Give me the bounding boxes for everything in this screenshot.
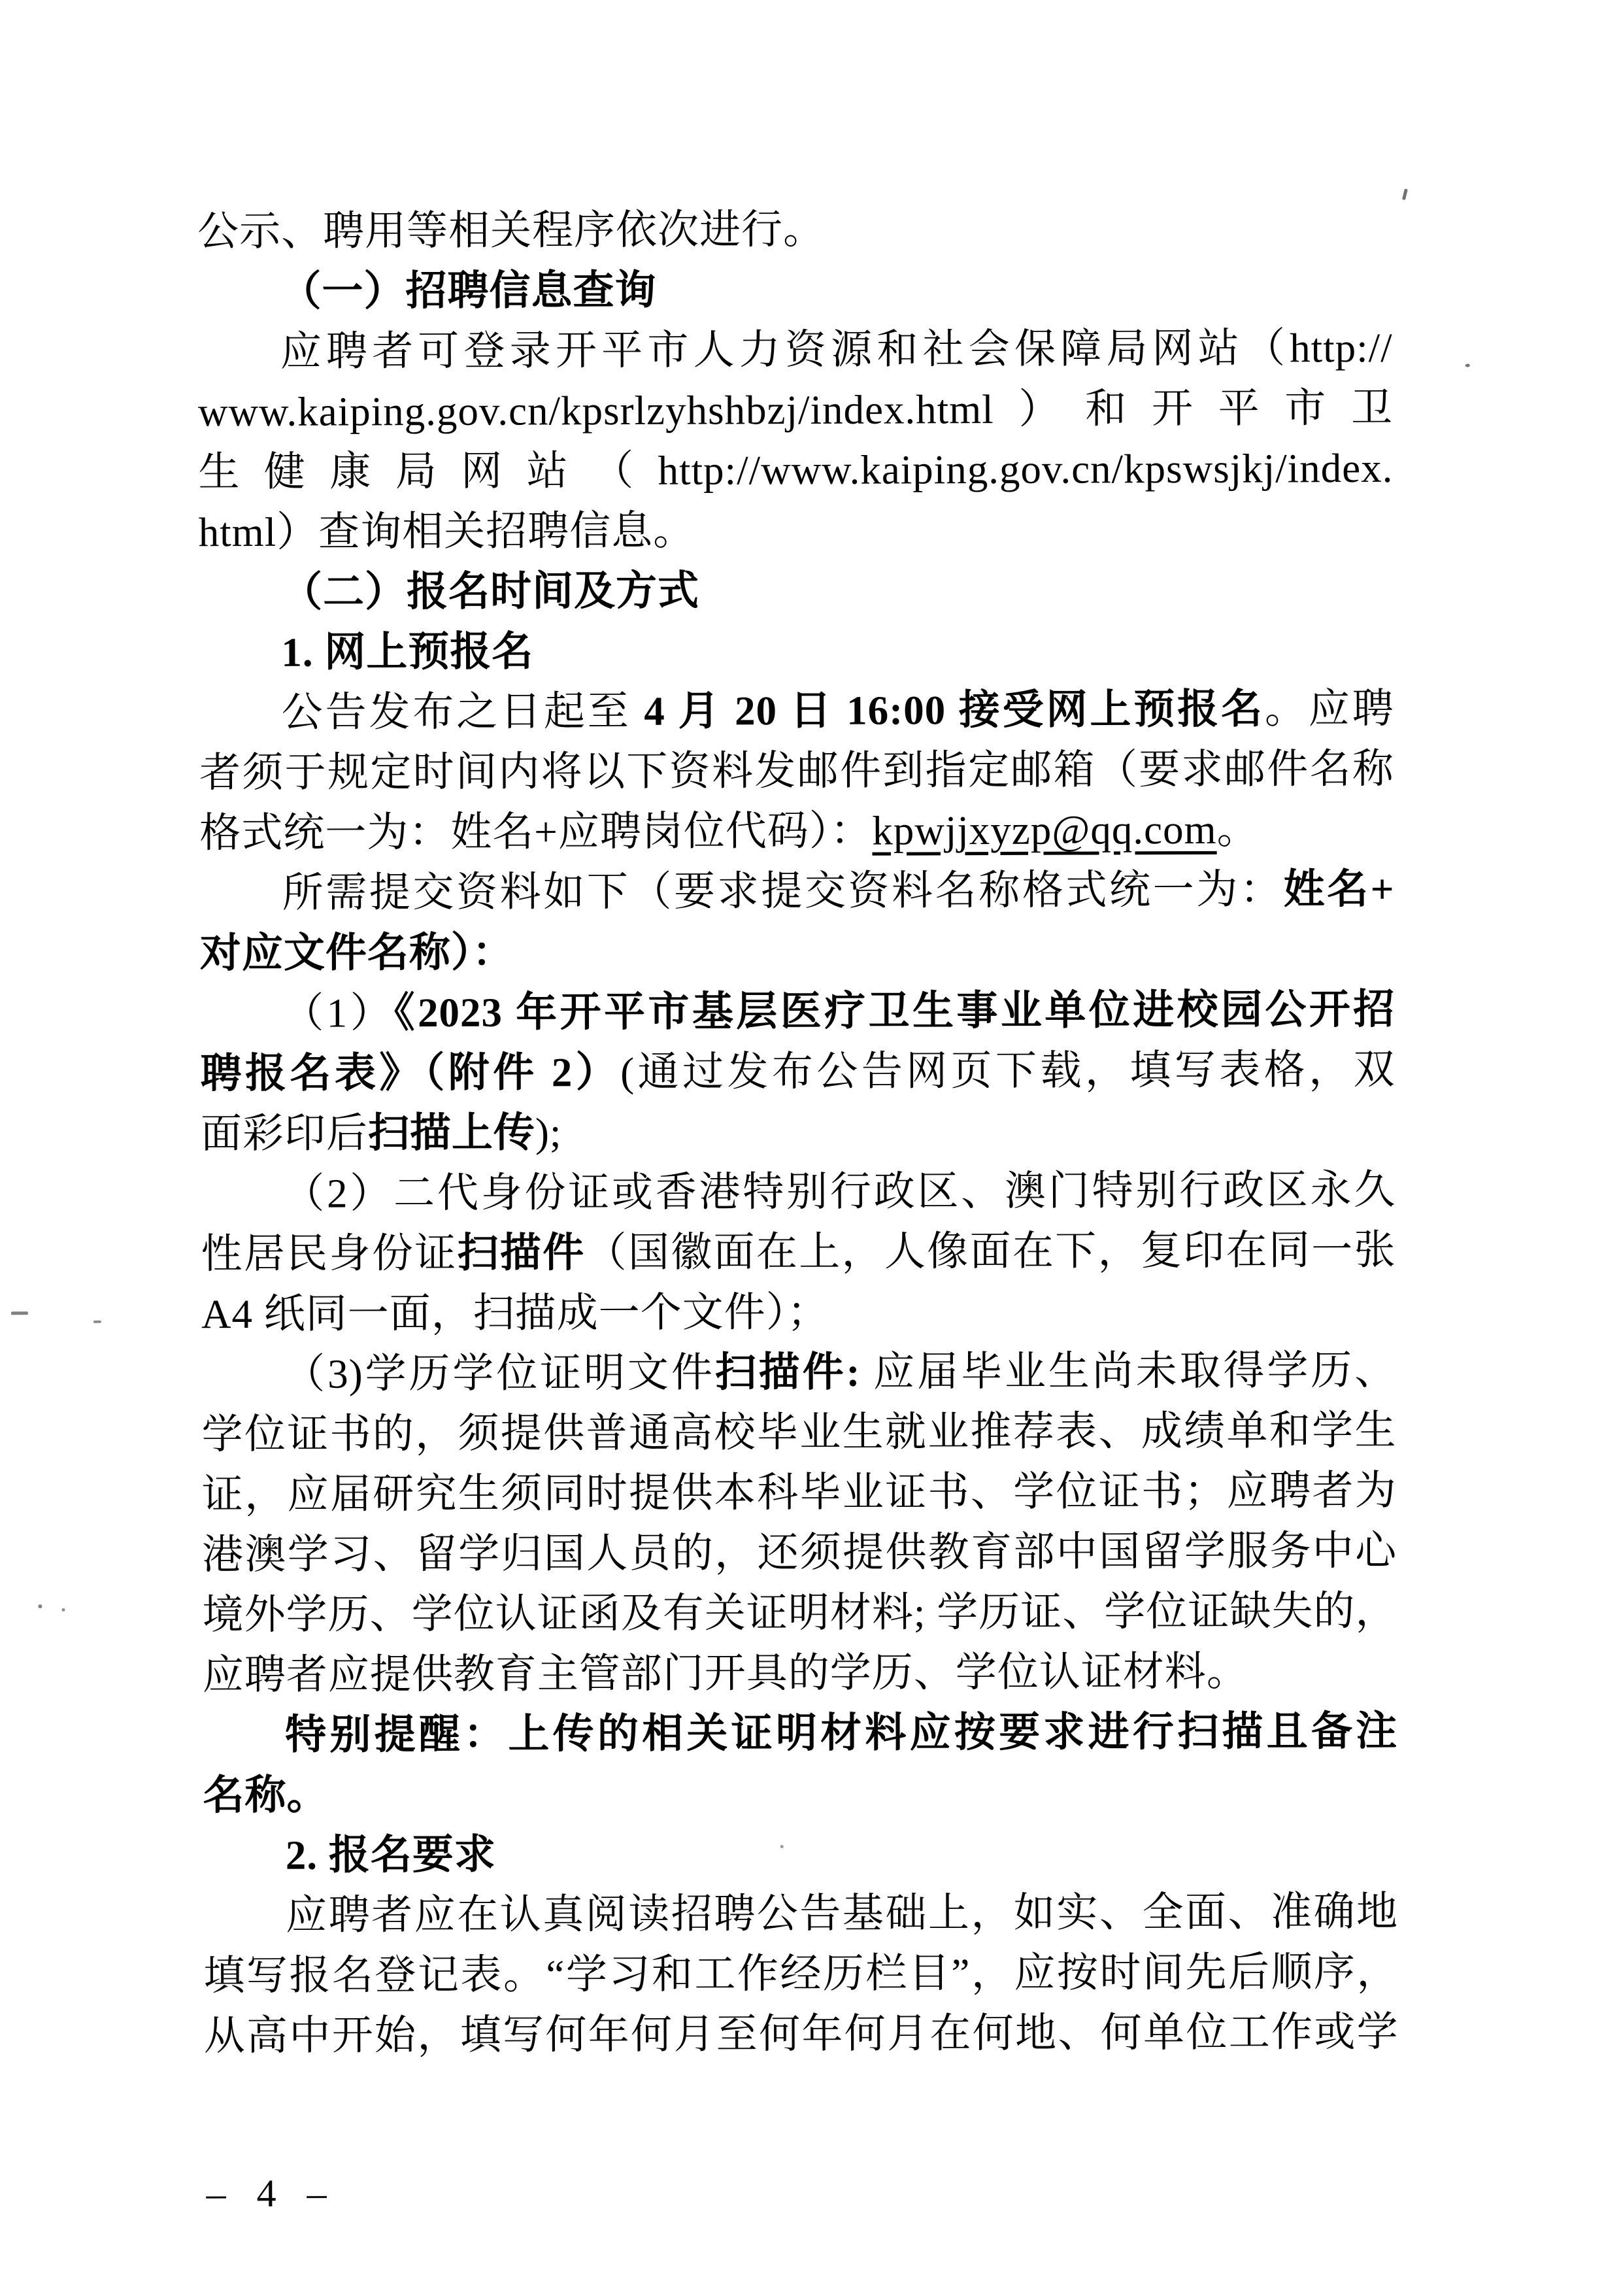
scan-speck: [11, 1311, 28, 1315]
text-line: [203, 1761, 1397, 1825]
text-run: （一）招聘信息查询: [280, 267, 657, 314]
text-line: [198, 318, 1393, 382]
text-run: 境外学历、学位认证函及有关证明材料; 学历证、学位证缺失的，: [202, 1587, 1397, 1638]
text-line: [203, 1942, 1398, 2006]
text-line: [200, 919, 1395, 983]
text-line: [200, 979, 1395, 1043]
scan-speck: [93, 1321, 101, 1323]
text-run: html: [198, 509, 277, 556]
text-line: [199, 679, 1394, 743]
text-line: [204, 2002, 1399, 2066]
text-run: http://: [1290, 324, 1393, 371]
text-line: [203, 1701, 1397, 1765]
text-run: 公告发布之日起至: [281, 688, 644, 735]
text-run: 性居民身份证: [201, 1230, 458, 1277]
text-line: [201, 1340, 1396, 1404]
text-run: 聘报名表》（附件 2）: [200, 1049, 621, 1097]
text-run: （二）报名时间及方式: [280, 567, 700, 615]
page-number: – 4 –: [206, 2171, 337, 2216]
text-run: 2. 报名要求: [285, 1831, 496, 1878]
text-line: [199, 739, 1394, 803]
text-run: http://www.kaiping.gov.cn/kpswsjkj/index.: [658, 445, 1394, 494]
text-run: （国徽面在上，人像面在下，复印在同一张: [585, 1226, 1396, 1276]
text-line: [202, 1581, 1397, 1645]
text-line: [198, 438, 1393, 502]
page-footer: [206, 2171, 337, 2217]
text-run: 《2023 年开平市基层医疗卫生事业单位进校园公开招: [393, 986, 1395, 1036]
text-line: [197, 258, 1392, 322]
text-run: ）查询相关招聘信息。: [276, 507, 695, 555]
text-line: [201, 1100, 1395, 1164]
email-address-text: kpwjjxyzp@qq.com: [872, 806, 1217, 854]
text-run: 证，应届研究生须同时提供本科毕业证书、学位证书；应聘者为: [201, 1467, 1397, 1518]
text-line: [199, 799, 1394, 863]
text-run: www.kaiping.gov.cn/kpsrlzyhshbzj/index.html: [197, 386, 994, 435]
text-run: 填写报名登记表。“学习和工作经历栏目”，应按时间先后顺序，: [203, 1948, 1399, 1999]
text-line: [200, 1039, 1395, 1104]
text-run: 。: [1216, 806, 1259, 853]
text-run: 应聘者应在认真阅读招聘公告基础上，如实、全面、准确地: [285, 1888, 1399, 1938]
text-run: 4 月 20 日 16:00 接受网上预报名: [644, 686, 1265, 734]
text-line: [203, 1821, 1398, 1885]
text-line: [202, 1521, 1397, 1585]
text-run: （1）: [282, 990, 395, 1036]
text-run: 扫描件: [457, 1230, 586, 1276]
text-line: [202, 1460, 1397, 1525]
text-run: );: [535, 1109, 562, 1156]
text-run: 扫描件:: [714, 1349, 861, 1396]
text-run: 1. 网上预报名: [281, 628, 534, 675]
text-run: 应聘者应提供教育主管部门开具的学历、学位认证材料。: [202, 1648, 1248, 1698]
text-run: 生健康局网站（: [198, 447, 658, 496]
text-line: [199, 498, 1394, 562]
text-line: [201, 1160, 1395, 1224]
text-line: [201, 1220, 1395, 1284]
text-run: 公示、聘用等相关程序依次进行。: [197, 206, 826, 255]
scan-speck: [61, 1608, 65, 1612]
text-run: 应聘者可登录开平市人力资源和社会保障局网站（: [280, 325, 1290, 375]
text-line: [199, 558, 1394, 622]
text-run: 姓名+: [1283, 866, 1395, 913]
text-run: A4 纸同一面，扫描成一个文件）；: [201, 1289, 829, 1338]
text-line: [197, 197, 1392, 262]
text-line: [201, 1400, 1396, 1464]
scan-speck: [780, 1845, 784, 1848]
text-run: ）和开平市卫: [994, 384, 1394, 433]
text-run: 港澳学习、留学归国人员的，还须提供教育部中国留学服务中心: [202, 1527, 1397, 1578]
text-run: 从高中开始，填写何年何月至何年何月在何地、何单位工作或学: [203, 2008, 1399, 2059]
text-line: [203, 1641, 1397, 1705]
text-run: 应届毕业生尚未取得学历、: [860, 1347, 1397, 1395]
document-body: [197, 197, 1399, 2066]
text-run: 者须于规定时间内将以下资料发邮件到指定邮箱（要求邮件名称: [199, 745, 1395, 796]
text-run: 特别提醒：上传的相关证明材料应按要求进行扫描且备注: [285, 1708, 1398, 1758]
text-run: （2）二代身份证或香港特别行政区、澳门特别行政区永久: [283, 1166, 1396, 1217]
text-run: 面彩印后: [200, 1110, 369, 1157]
text-run: （3)学历学位证明文件: [284, 1349, 715, 1397]
text-line: [203, 1882, 1398, 1946]
text-line: [201, 1280, 1396, 1344]
text-run: 扫描上传: [367, 1109, 536, 1156]
text-line: [199, 618, 1394, 683]
text-run: 格式统一为：姓名+应聘岗位代码）：: [199, 807, 873, 856]
text-line: [199, 859, 1394, 923]
text-run: 学位证书的，须提供普通高校毕业生就业推荐表、成绩单和学生: [201, 1407, 1397, 1458]
text-run: 对应文件名称）：: [199, 929, 514, 977]
scan-speck: [38, 1604, 42, 1608]
text-run: 所需提交资料如下（要求提交资料名称格式统一为：: [282, 866, 1284, 916]
text-line: [198, 378, 1393, 442]
text-run: 。应聘: [1264, 685, 1394, 732]
scan-speck: [1465, 363, 1470, 367]
text-run: 名称。: [203, 1772, 329, 1819]
text-run: (通过发布公告网页下载，填写表格，双: [620, 1046, 1395, 1096]
scan-speck: [1402, 188, 1408, 200]
